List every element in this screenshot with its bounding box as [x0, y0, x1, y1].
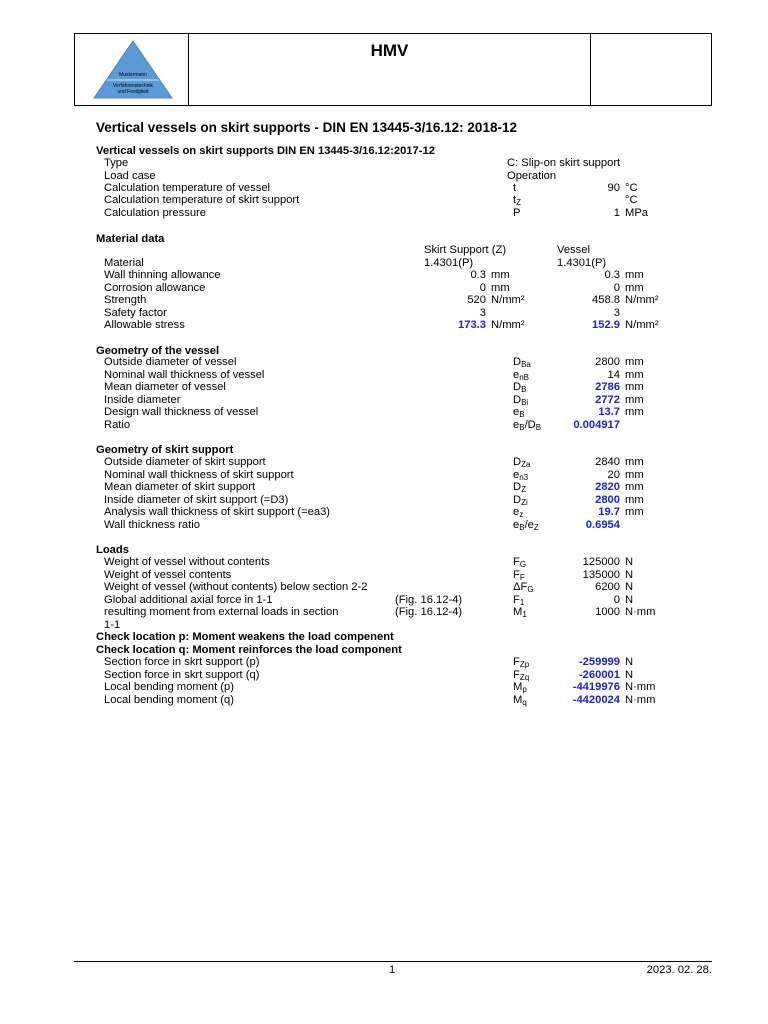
geom-vessel-title: Geometry of the vessel — [96, 345, 220, 357]
material-row-label: Strength — [104, 294, 147, 306]
geom-vessel-row-label: Inside diameter — [104, 394, 181, 406]
loads-row-label: Weight of vessel (without contents) below section 2-2 — [104, 581, 368, 593]
loads-row-value: 6200 — [595, 581, 620, 593]
material-skirt-unit: mm — [491, 282, 510, 294]
check-row-unit: N — [625, 656, 634, 668]
check-row-symbol: $M_q$ — [513, 694, 527, 707]
geom-skirt-row-value: 2840 — [595, 456, 620, 468]
geom-skirt-row-symbol: $e_B/e_Z$ — [513, 519, 539, 532]
geom-skirt-row-symbol: $D_Z$ — [513, 481, 526, 494]
geom-vessel-row-value: 2800 — [595, 356, 620, 368]
geom-skirt-row-value: 2800 — [595, 494, 620, 506]
material-skirt-value: 173.3 — [458, 319, 486, 331]
geom-skirt-row-unit: mm — [625, 506, 644, 518]
geom-skirt-row-unit: mm — [625, 456, 644, 468]
check-row-symbol: $M_p$ — [513, 681, 527, 694]
geom-skirt-row-value: 2820 — [595, 481, 620, 493]
loads-row-symbol: $\Delta F_G$ — [513, 581, 534, 594]
loads-row-value: 125000 — [582, 556, 620, 568]
loadcase-value: Operation — [507, 170, 557, 182]
geom-vessel-row-unit: mm — [625, 381, 644, 393]
geom-vessel-row-value: 13.7 — [598, 406, 620, 418]
header-box — [74, 33, 712, 106]
material-vessel-value: 0 — [613, 282, 620, 294]
material-vessel-value: 0.3 — [604, 269, 620, 281]
loads-wrap-text: 1-1 — [104, 619, 121, 631]
material-col-skirt: Skirt Support (Z) — [424, 244, 507, 256]
material-col-vessel: Vessel — [557, 244, 590, 256]
document-title: Vertical vessels on skirt supports - DIN EN 13445-3/16.12: 2018-12 — [96, 120, 517, 135]
geom-skirt-title: Geometry of skirt support — [96, 444, 234, 456]
loads-row-unit: N·mm — [625, 606, 656, 618]
material-skirt-value: 3 — [479, 307, 486, 319]
temp-skirt-symbol: $t_Z$ — [513, 194, 521, 207]
geom-vessel-row-value: 2786 — [595, 381, 620, 393]
geom-skirt-row-symbol: $D_{Za}$ — [513, 456, 531, 469]
temp-vessel-label: Calculation temperature of vessel — [104, 182, 271, 194]
material-vessel-unit: mm — [625, 282, 644, 294]
loads-row-value: 135000 — [582, 569, 620, 581]
geom-skirt-row-label: Inside diameter of skirt support (=D3) — [104, 494, 289, 506]
geom-vessel-row-symbol: $D_{Bi}$ — [513, 394, 529, 407]
header-title: HMV — [370, 41, 409, 60]
geom-skirt-row-label: Wall thickness ratio — [104, 519, 200, 531]
temp-vessel-value: 90 — [607, 182, 620, 194]
pressure-unit: MPa — [625, 207, 649, 219]
material-row-label: Allowable stress — [104, 319, 185, 331]
geom-skirt-row-unit: mm — [625, 494, 644, 506]
loads-row-unit: N — [625, 581, 634, 593]
geom-skirt-row-symbol: $D_{Zi}$ — [513, 494, 528, 507]
geom-skirt-row-label: Outside diameter of skirt support — [104, 456, 266, 468]
geom-vessel-row-value: 2772 — [595, 394, 620, 406]
temp-skirt-label: Calculation temperature of skirt support — [104, 194, 300, 206]
material-vessel-value: 1.4301(P) — [557, 257, 607, 269]
logo-text-2: Verfahrenstechnik — [112, 83, 154, 89]
pressure-symbol: P — [513, 207, 521, 219]
material-skirt-unit: N/mm² — [491, 294, 525, 306]
loads-row-label: Weight of vessel contents — [104, 569, 232, 581]
loads-row-symbol: $F_1$ — [513, 594, 525, 607]
geom-skirt-row-label: Nominal wall thickness of skirt support — [104, 469, 294, 481]
material-skirt-unit: mm — [491, 269, 510, 281]
geom-skirt-row-unit: mm — [625, 469, 644, 481]
loads-row-unit: N — [625, 569, 634, 581]
loads-row-label: Global additional axial force in 1-1 — [104, 594, 273, 606]
loads-row-symbol: $M_1$ — [513, 606, 527, 619]
loads-row-unit: N — [625, 594, 634, 606]
loads-row-symbol: $F_G$ — [513, 556, 527, 569]
geom-vessel-row-symbol: $D_B$ — [513, 381, 527, 394]
footer-date: 2023. 02. 28. — [646, 964, 712, 976]
check-row-label: Local bending moment (p) — [104, 681, 234, 693]
geom-vessel-row-unit: mm — [625, 394, 644, 406]
material-title: Material data — [96, 233, 165, 245]
material-vessel-unit: N/mm² — [625, 294, 659, 306]
temp-skirt-unit: °C — [625, 194, 638, 206]
footer-rule — [74, 961, 712, 962]
type-label: Type — [104, 157, 129, 169]
geom-vessel-row-label: Design wall thickness of vessel — [104, 406, 259, 418]
temp-vessel-unit: °C — [625, 182, 638, 194]
loadcase-label: Load case — [104, 170, 156, 182]
logo-text-1: Mustermann — [119, 72, 147, 78]
geom-vessel-row-symbol: $e_B$ — [513, 406, 525, 419]
material-skirt-value: 0 — [479, 282, 486, 294]
pressure-label: Calculation pressure — [104, 207, 206, 219]
material-row-label: Wall thinning allowance — [104, 269, 221, 281]
loads-row-symbol: $F_F$ — [513, 569, 525, 582]
footer-page-number: 1 — [389, 964, 396, 976]
check-q-title: Check location q: Moment reinforces the load component — [96, 644, 402, 656]
company-logo — [93, 40, 173, 100]
loads-row-value: 0 — [613, 594, 620, 606]
material-vessel-unit: N/mm² — [625, 319, 659, 331]
geom-vessel-row-value: 14 — [607, 369, 620, 381]
check-row-label: Section force in skrt support (p) — [104, 656, 260, 668]
logo-text-3: und Festigkeit — [117, 89, 149, 95]
loads-row-figure-ref: (Fig. 16.12-4) — [395, 594, 463, 606]
geom-skirt-row-label: Analysis wall thickness of skirt support (=ea3) — [104, 506, 331, 518]
section-title-main: Vertical vessels on skirt supports DIN EN 13445-3/16.12:2017-12 — [96, 145, 435, 157]
pressure-value: 1 — [613, 207, 620, 219]
material-vessel-value: 152.9 — [592, 319, 620, 331]
loads-row-figure-ref: (Fig. 16.12-4) — [395, 606, 463, 618]
check-p-title: Check location p: Moment weakens the load compenent — [96, 631, 394, 643]
geom-vessel-row-symbol: $e_{nB}$ — [513, 369, 530, 382]
material-row-label: Corrosion allowance — [104, 282, 206, 294]
check-row-value: -4419976 — [572, 681, 620, 693]
geom-vessel-row-label: Outside diameter of vessel — [104, 356, 237, 368]
check-row-value: -259999 — [578, 656, 620, 668]
material-vessel-unit: mm — [625, 269, 644, 281]
check-row-label: Local bending moment (q) — [104, 694, 234, 706]
check-row-value: -260001 — [578, 669, 620, 681]
geom-vessel-row-value: 0.004917 — [573, 419, 620, 431]
check-row-symbol: $F_{Zp}$ — [513, 656, 530, 669]
geom-skirt-row-unit: mm — [625, 481, 644, 493]
loads-row-unit: N — [625, 556, 634, 568]
loads-row-label: Weight of vessel without contents — [104, 556, 270, 568]
material-row-label: Material — [104, 257, 144, 269]
logo-cell — [75, 34, 189, 105]
check-row-value: -4420024 — [572, 694, 620, 706]
geom-skirt-row-symbol: $e_{n3}$ — [513, 469, 529, 482]
geom-vessel-row-label: Nominal wall thickness of vessel — [104, 369, 265, 381]
geom-vessel-row-symbol: $D_{Ba}$ — [513, 356, 531, 369]
check-row-unit: N — [625, 669, 634, 681]
material-skirt-value: 1.4301(P) — [424, 257, 474, 269]
loads-title: Loads — [96, 544, 129, 556]
geom-vessel-row-unit: mm — [625, 356, 644, 368]
geom-vessel-row-unit: mm — [625, 369, 644, 381]
temp-vessel-symbol: t — [513, 182, 517, 194]
geom-skirt-row-value: 20 — [607, 469, 620, 481]
material-vessel-value: 3 — [613, 307, 620, 319]
type-value: C: Slip-on skirt support — [507, 157, 621, 169]
geom-skirt-row-label: Mean diameter of skirt support — [104, 481, 256, 493]
geom-vessel-row-label: Ratio — [104, 419, 131, 431]
geom-vessel-row-label: Mean diameter of vessel — [104, 381, 226, 393]
geom-vessel-row-symbol: $e_B/D_B$ — [513, 419, 542, 432]
material-skirt-value: 0.3 — [470, 269, 486, 281]
geom-vessel-row-unit: mm — [625, 406, 644, 418]
material-skirt-value: 520 — [467, 294, 486, 306]
geom-skirt-row-value: 0.6954 — [585, 519, 620, 531]
loads-row-value: 1000 — [595, 606, 620, 618]
geom-skirt-row-value: 19.7 — [598, 506, 620, 518]
check-row-label: Section force in skrt support (q) — [104, 669, 260, 681]
material-row-label: Safety factor — [104, 307, 167, 319]
loads-row-label: resulting moment from external loads in section — [104, 606, 339, 618]
geom-skirt-row-symbol: $e_z$ — [513, 506, 524, 519]
check-row-unit: N·mm — [625, 681, 656, 693]
material-vessel-value: 458.8 — [592, 294, 620, 306]
check-row-symbol: $F_{Zq}$ — [513, 669, 530, 682]
check-row-unit: N·mm — [625, 694, 656, 706]
material-skirt-unit: N/mm² — [491, 319, 525, 331]
header-divider — [590, 34, 591, 105]
